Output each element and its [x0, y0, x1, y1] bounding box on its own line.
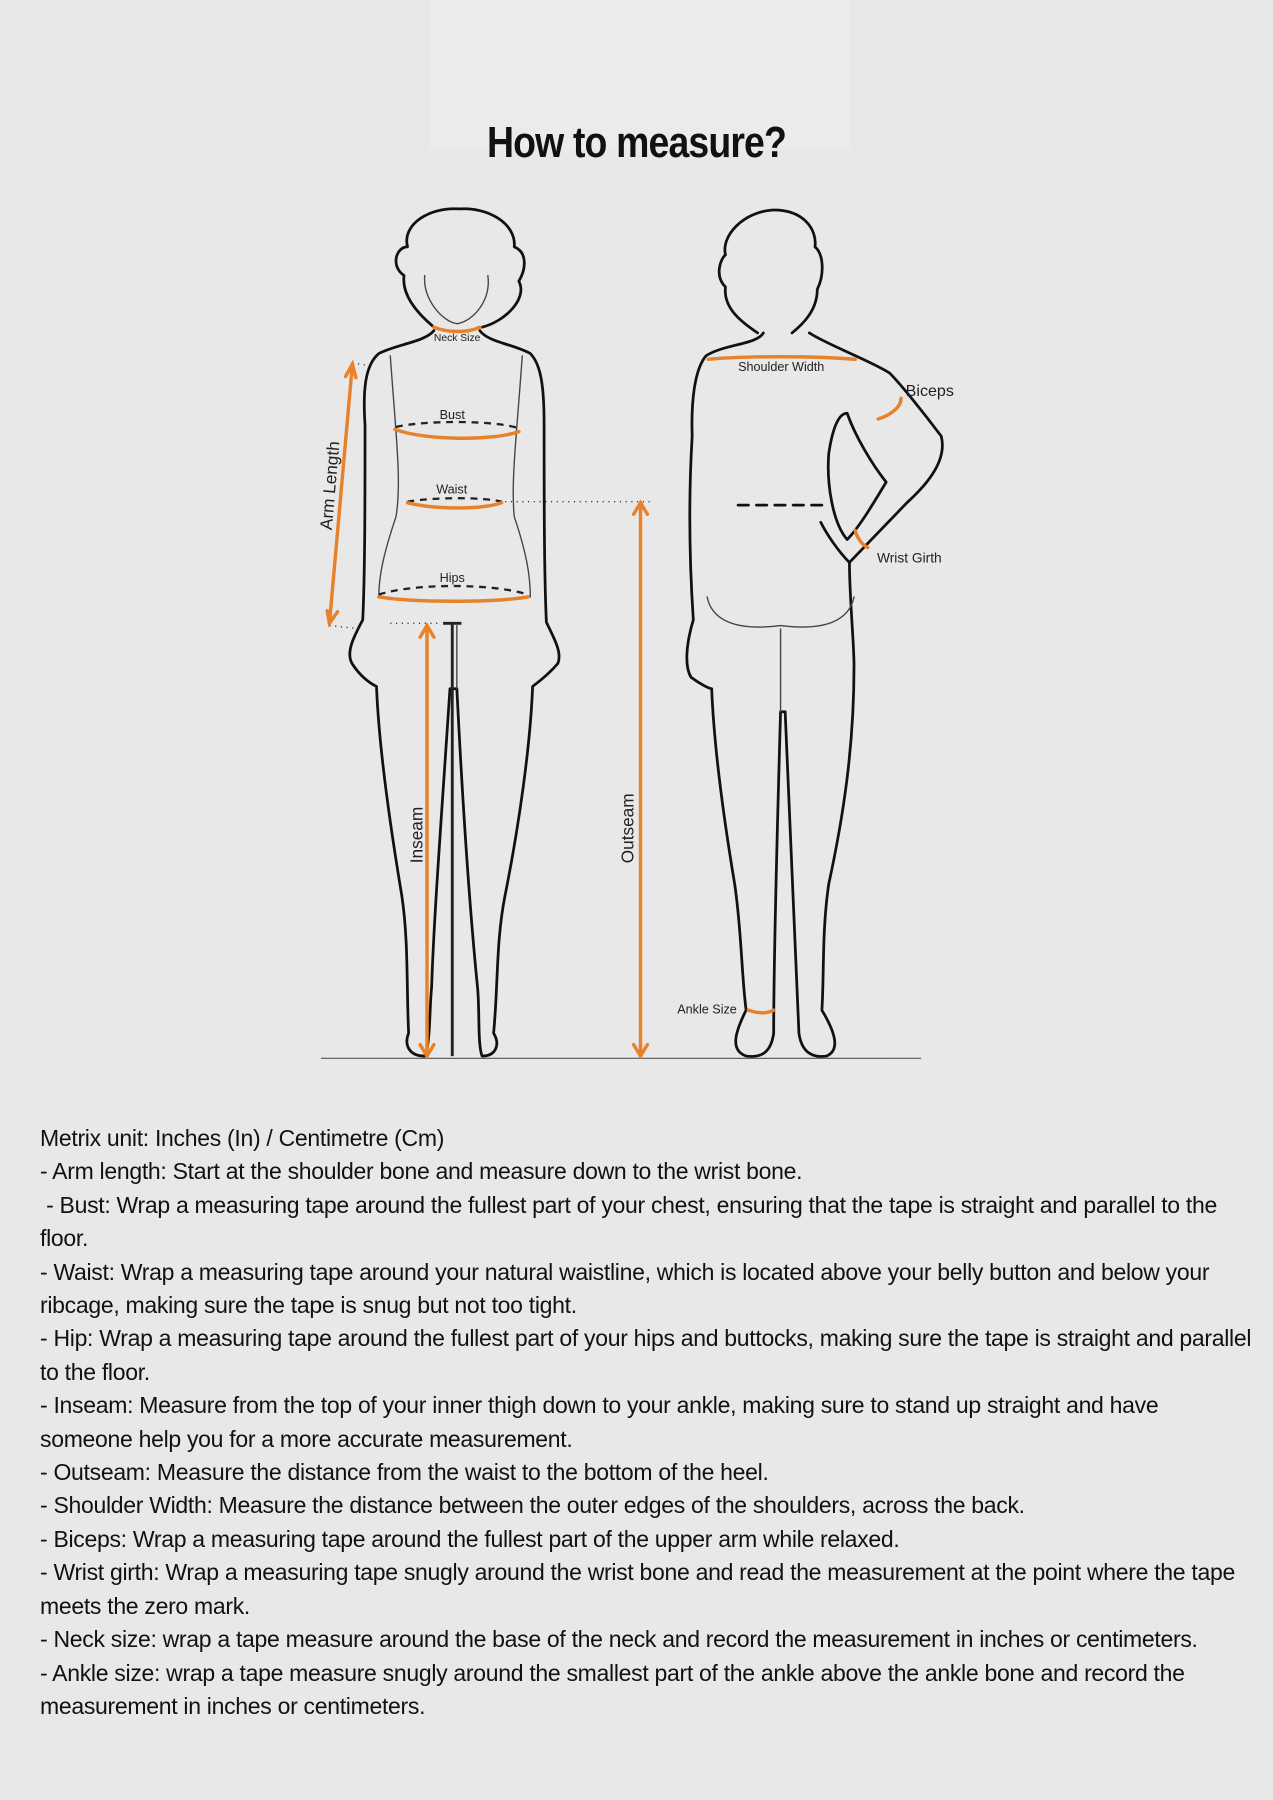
- instruction-shoulder-width: - Shoulder Width: Measure the distance between the outer edges of the shoulders, across the back.: [40, 1492, 1025, 1519]
- crotch-marker: [443, 623, 461, 1056]
- outseam-arrow: [634, 503, 648, 1056]
- back-arm-inner: [821, 413, 886, 562]
- instruction-biceps: - Biceps: Wrap a measuring tape around the fullest part of the upper arm while relaxed.: [40, 1525, 900, 1552]
- back-buttocks: [707, 597, 854, 627]
- measurement-instructions: [40, 1122, 1258, 1723]
- back-hair-outline: [719, 210, 822, 333]
- front-torso-line: [379, 356, 399, 597]
- wrist-tape: [855, 530, 868, 547]
- label-arm-length: Arm Length: [315, 440, 344, 531]
- neck-tape: [434, 327, 480, 331]
- label-neck-size: Neck Size: [433, 332, 481, 344]
- label-hips: Hips: [439, 570, 465, 585]
- label-bust: Bust: [439, 407, 465, 422]
- bust-back-dashed: [396, 422, 519, 428]
- instruction-inseam: - Inseam: Measure from the top of your inner thigh down to your ankle, making sure to stand up straight and have someone help you for a more accurate measurement.: [40, 1392, 1165, 1452]
- label-outseam: Outseam: [617, 793, 638, 864]
- instruction-bust: - Bust: Wrap a measuring tape around the fullest part of your chest, ensuring that the tape is straight and parallel to the floor.: [40, 1191, 1224, 1252]
- bust-tape: [395, 429, 519, 438]
- label-waist: Waist: [436, 482, 468, 497]
- label-inseam: Inseam: [406, 806, 427, 864]
- instruction-outseam: - Outseam: Measure the distance from the waist to the bottom of the heel.: [40, 1459, 769, 1486]
- biceps-tape: [878, 398, 901, 419]
- ankle-tape: [748, 1010, 773, 1013]
- instruction-hip: - Hip: Wrap a measuring tape around the fullest part of your hips and buttocks, making sure the tape is straight and parallel to the floor.: [40, 1325, 1258, 1385]
- hips-tape: [379, 597, 528, 601]
- hips-back-dashed: [379, 586, 528, 595]
- label-wrist-girth: Wrist Girth: [876, 550, 942, 566]
- instruction-ankle-size: - Ankle size: wrap a tape measure snugly around the smallest part of the ankle above the ankle bone and record the measurement in inches or centimeters.: [40, 1659, 1191, 1719]
- label-shoulder-width: Shoulder Width: [738, 359, 825, 374]
- label-biceps: Biceps: [905, 382, 954, 401]
- front-face: [425, 276, 489, 324]
- label-ankle-size: Ankle Size: [677, 1002, 737, 1017]
- instruction-neck-size: - Neck size: wrap a tape measure around the base of the neck and record the measurement in inches or centimeters.: [40, 1626, 1198, 1653]
- instruction-waist: - Waist: Wrap a measuring tape around your natural waistline, which is located above your belly button and below your ribcage, making sure the tape is snug but not too tight.: [40, 1258, 1216, 1319]
- front-hair-outline: [396, 209, 524, 327]
- waist-tape: [407, 503, 501, 508]
- back-body-outline: [687, 333, 943, 1057]
- waist-back-dashed: [407, 498, 501, 501]
- metric-unit-line: Metrix unit: Inches (In) / Centimetre (Cm): [40, 1125, 445, 1151]
- page-title: How to measure?: [487, 118, 786, 167]
- instruction-wrist-girth: - Wrist girth: Wrap a measuring tape snugly around the wrist bone and read the measurement at the point where the tape meets the zero mark.: [40, 1559, 1242, 1619]
- front-torso-line-right: [513, 356, 530, 597]
- instruction-arm-length: - Arm length: Start at the shoulder bone and measure down to the wrist bone.: [40, 1158, 803, 1185]
